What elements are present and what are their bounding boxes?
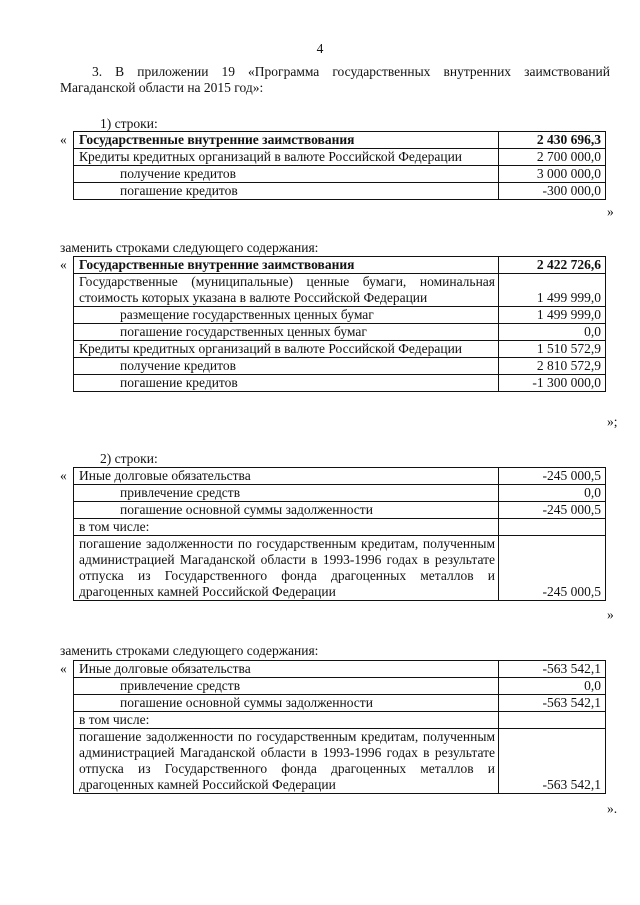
row-label: Кредиты кредитных организаций в валюте Российской Федерации — [74, 341, 499, 358]
row-label: Иные долговые обязательства — [74, 468, 499, 485]
table-row — [74, 468, 606, 485]
row-label: Государственные (муниципальные) ценные бумаги, номинальная стоимость которых указана в валюте Российской Федерации — [74, 274, 499, 307]
row-value: 0,0 — [499, 324, 606, 341]
row-value: 1 499 999,0 — [499, 307, 606, 324]
intro-text: 3. В приложении 19 «Программа государственных внутренних заимствований Магаданской области на 2015 год»: — [60, 64, 610, 95]
open-quote: « — [60, 468, 67, 483]
table-row — [74, 183, 606, 200]
table-row — [74, 149, 606, 166]
open-quote: « — [60, 257, 67, 272]
table-row — [74, 358, 606, 375]
replace-1-table — [73, 256, 606, 392]
table-row — [74, 712, 606, 729]
row-value: 1 499 999,0 — [499, 274, 606, 307]
row-label: привлечение средств — [74, 678, 499, 695]
intro-paragraph — [60, 64, 610, 96]
row-value: -1 300 000,0 — [499, 375, 606, 392]
row-value: 2 430 696,3 — [499, 132, 606, 149]
table-row — [74, 678, 606, 695]
table-row — [74, 324, 606, 341]
close-quote: » — [607, 607, 614, 622]
close-quote: »; — [607, 414, 618, 429]
row-label: в том числе: — [74, 712, 499, 729]
table-row — [74, 519, 606, 536]
section-2-label: 2) строки: — [100, 451, 158, 466]
row-label: Государственные внутренние заимствования — [74, 132, 499, 149]
table-row — [74, 307, 606, 324]
row-label: Иные долговые обязательства — [74, 661, 499, 678]
row-label: погашение основной суммы задолженности — [74, 695, 499, 712]
table-row — [74, 485, 606, 502]
row-value: -563 542,1 — [499, 695, 606, 712]
row-label: Кредиты кредитных организаций в валюте Российской Федерации — [74, 149, 499, 166]
row-value — [499, 519, 606, 536]
replace-2-table — [73, 660, 606, 794]
row-value — [499, 712, 606, 729]
table-row — [74, 341, 606, 358]
row-label: размещение государственных ценных бумаг — [74, 307, 499, 324]
row-label: Государственные внутренние заимствования — [74, 257, 499, 274]
section-2-table — [73, 467, 606, 601]
row-value: -300 000,0 — [499, 183, 606, 200]
row-label: погашение государственных ценных бумаг — [74, 324, 499, 341]
table-row — [74, 132, 606, 149]
row-value: -245 000,5 — [499, 468, 606, 485]
replace-1-label: заменить строками следующего содержания: — [60, 240, 319, 255]
section-1-table — [73, 131, 606, 200]
row-label: погашение кредитов — [74, 375, 499, 392]
table-row — [74, 257, 606, 274]
row-value: -245 000,5 — [499, 536, 606, 601]
row-label: привлечение средств — [74, 485, 499, 502]
row-label: погашение задолженности по государственным кредитам, полученным администрацией Магаданской области в 1993-1996 годах в результате отпуска из Государственного фонда драгоценных металлов и драгоценных камней Российской Федерации — [74, 536, 499, 601]
row-value: -245 000,5 — [499, 502, 606, 519]
row-label: получение кредитов — [74, 166, 499, 183]
row-value: -563 542,1 — [499, 729, 606, 794]
table-row — [74, 729, 606, 794]
close-quote: » — [607, 204, 614, 219]
table-row — [74, 502, 606, 519]
table-row — [74, 536, 606, 601]
row-value: 1 510 572,9 — [499, 341, 606, 358]
table-row — [74, 274, 606, 307]
row-label: погашение задолженности по государственным кредитам, полученным администрацией Магаданской области в 1993-1996 годах в результате отпуска из Государственного фонда драгоценных металлов и драгоценных камней Российской Федерации — [74, 729, 499, 794]
page-number: 4 — [316, 41, 324, 56]
table-row — [74, 166, 606, 183]
row-label: погашение основной суммы задолженности — [74, 502, 499, 519]
table-row — [74, 661, 606, 678]
table-row — [74, 695, 606, 712]
row-value: 2 422 726,6 — [499, 257, 606, 274]
row-label: погашение кредитов — [74, 183, 499, 200]
section-1-label: 1) строки: — [100, 116, 158, 131]
open-quote: « — [60, 132, 67, 147]
open-quote: « — [60, 661, 67, 676]
row-label: получение кредитов — [74, 358, 499, 375]
row-value: -563 542,1 — [499, 661, 606, 678]
row-value: 2 700 000,0 — [499, 149, 606, 166]
table-row — [74, 375, 606, 392]
row-value: 0,0 — [499, 678, 606, 695]
close-quote: ». — [607, 801, 618, 816]
replace-2-label: заменить строками следующего содержания: — [60, 643, 319, 658]
row-value: 0,0 — [499, 485, 606, 502]
row-value: 2 810 572,9 — [499, 358, 606, 375]
row-value: 3 000 000,0 — [499, 166, 606, 183]
row-label: в том числе: — [74, 519, 499, 536]
